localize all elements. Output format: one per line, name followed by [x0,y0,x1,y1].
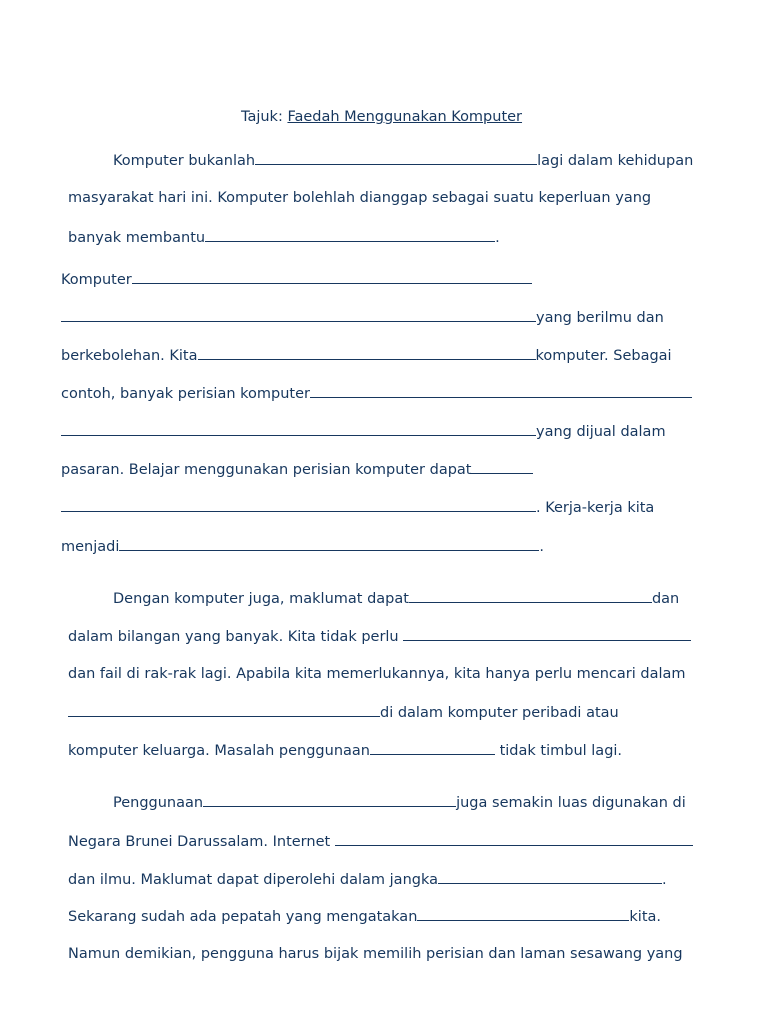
p1-text: lagi dalam kehidupan [537,153,694,169]
p4-line-5 [68,944,683,964]
p3-line-4 [68,702,619,723]
p3-text: Dengan komputer juga, maklumat dapat [113,591,409,607]
fill-blank[interactable] [61,307,536,322]
p1-text: . [495,230,500,246]
p4-text: Sekarang sudah ada pepatah yang mengatakan [68,909,418,925]
p2-line-4 [61,383,692,404]
p2-text: yang berilmu dan [536,310,664,326]
p1-text: banyak membantu [68,230,206,246]
fill-blank[interactable] [438,869,662,884]
p2-line-1 [61,269,532,290]
fill-blank[interactable] [203,792,456,807]
p3-text: dalam bilangan yang banyak. Kita tidak perlu [68,629,399,645]
fill-blank[interactable] [471,459,533,474]
p2-line-3 [61,345,672,366]
fill-blank[interactable] [255,150,537,165]
p4-line-2 [68,831,693,852]
p3-text: dan fail di rak-rak lagi. Apabila kita memerlukannya, kita hanya perlu mencari dalam [68,666,686,682]
p3-line-2 [68,626,691,647]
title-label: Tajuk: [241,109,283,125]
p1-text: Komputer bukanlah [113,153,256,169]
p4-text: juga semakin luas digunakan di [456,795,686,811]
p3-text: tidak timbul lagi. [499,743,623,759]
p3-line-1 [113,588,679,609]
p4-line-1 [113,792,686,813]
fill-blank[interactable] [335,831,693,846]
fill-blank[interactable] [409,588,652,603]
fill-blank[interactable] [370,740,495,755]
p3-line-3 [68,664,686,684]
p4-text: Negara Brunei Darussalam. Internet [68,834,331,850]
p2-line-5 [61,421,666,442]
p4-line-4 [68,906,661,927]
p2-text: . [539,539,544,555]
fill-blank[interactable] [61,497,536,512]
p1-line-3 [68,227,500,248]
title-text: Faedah Menggunakan Komputer [287,109,523,125]
p4-line-3 [68,869,667,890]
p2-line-6 [61,459,533,480]
p2-text: menjadi [61,539,120,555]
p4-text: Penggunaan [113,795,204,811]
p2-line-7 [61,497,654,518]
p4-text: dan ilmu. Maklumat dapat diperolehi dalam jangka [68,872,438,888]
fill-blank[interactable] [132,269,532,284]
p2-text: yang dijual dalam [536,424,666,440]
p2-line-8 [61,536,544,557]
fill-blank[interactable] [61,421,536,436]
fill-blank[interactable] [403,626,691,641]
p3-text: komputer keluarga. Masalah penggunaan [68,743,370,759]
worksheet-title [241,107,522,127]
p4-text: . [662,872,667,888]
p3-text: dan [651,591,680,607]
p2-text: pasaran. Belajar menggunakan perisian komputer dapat [61,462,472,478]
p1-text: masyarakat hari ini. Komputer bolehlah dianggap sebagai suatu keperluan yang [68,190,652,206]
p4-text: kita. [629,909,661,925]
p3-line-5 [68,740,622,761]
fill-blank[interactable] [417,906,629,921]
p2-text: komputer. Sebagai [535,348,672,364]
p3-text: di dalam komputer peribadi atau [380,705,619,721]
p2-line-2 [61,307,664,328]
fill-blank[interactable] [119,536,539,551]
p2-text: berkebolehan. Kita [61,348,198,364]
p1-line-2 [68,188,651,208]
fill-blank[interactable] [310,383,692,398]
p1-line-1 [113,150,693,171]
p2-text: . Kerja-kerja kita [536,500,655,516]
p2-text: contoh, banyak perisian komputer [61,386,310,402]
p4-text: Namun demikian, pengguna harus bijak memilih perisian dan laman sesawang yang [68,946,683,962]
fill-blank[interactable] [198,345,536,360]
fill-blank[interactable] [68,702,380,717]
p2-text: Komputer [61,272,132,288]
fill-blank[interactable] [205,227,495,242]
